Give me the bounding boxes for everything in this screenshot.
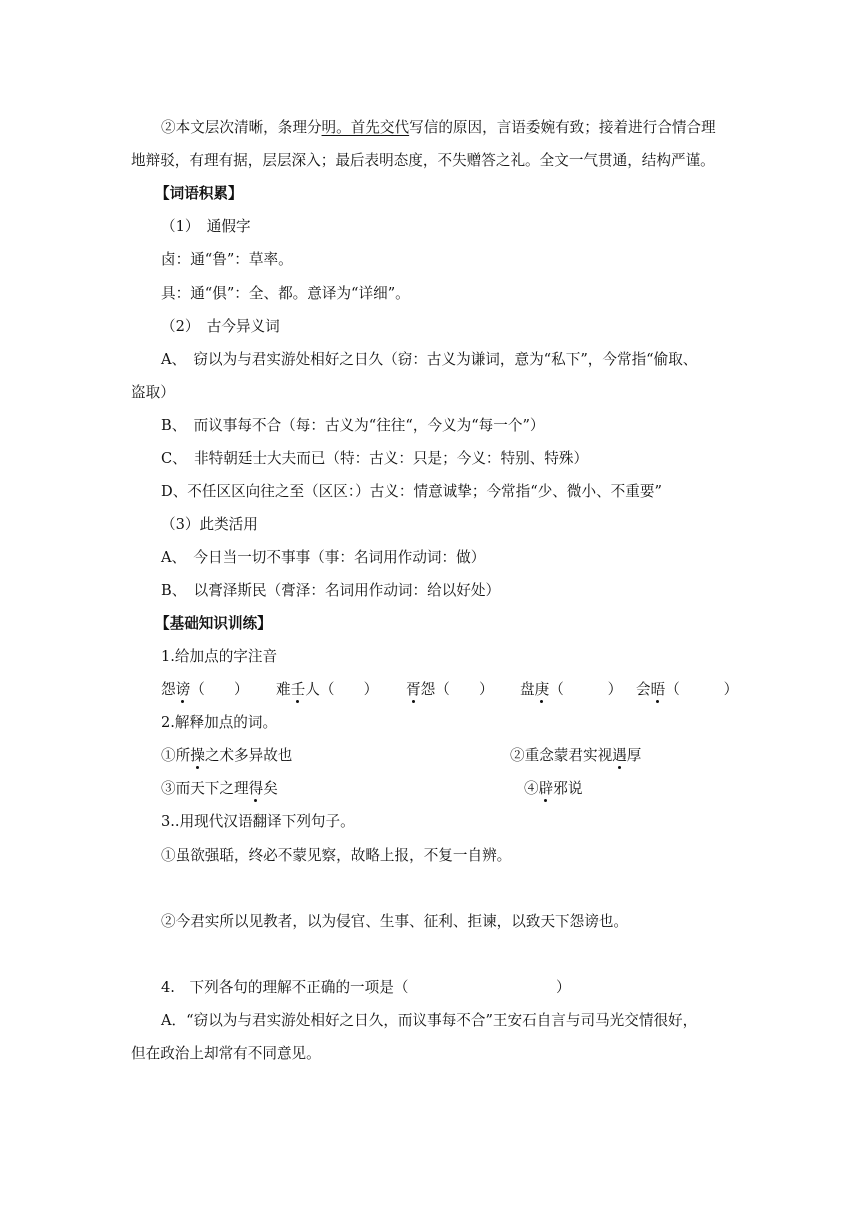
section-heading-training: 【基础知识训练】 xyxy=(155,615,272,632)
pinyin-item: 胥怨（ ） xyxy=(406,681,494,698)
list-item: B、 而议事每不合（每：古义为“往往“，今义为“每一个”） xyxy=(161,417,545,434)
paragraph-line-1 xyxy=(161,118,716,138)
subheading-huoyong: （3）此类活用 xyxy=(161,516,258,533)
explain-item: ③而天下之理得矣 xyxy=(161,780,278,797)
paragraph-text: ②本文层次清晰，条理分 xyxy=(161,119,322,136)
question-2-title: 2.解释加点的词。 xyxy=(161,714,278,731)
list-item: C、 非特朝廷士大夫而已（特：古义：只是；今义：特别、特殊） xyxy=(161,450,589,467)
list-item: D、不任区区向往之至（区区：）古义：情意诚挚；今常指“少、微小、不重要” xyxy=(161,483,662,500)
pinyin-item: 会晤（ ） xyxy=(636,681,739,698)
dotted-char: 壬 xyxy=(290,681,306,698)
translate-item: ②今君实所以见教者，以为侵官、生事、征利、拒谏，以致天下怨谤也。 xyxy=(161,913,629,930)
question-4-bracket: ） xyxy=(556,979,571,996)
dotted-char: 辟 xyxy=(538,780,554,797)
pinyin-item: 难壬人（ ） xyxy=(276,681,379,698)
question-4-title: 4. 下列各句的理解不正确的一项是（ xyxy=(161,979,409,996)
list-item: 具：通“俱”：全、都。意译为“详细”。 xyxy=(161,285,410,302)
underlined-text: 明。首先交代 xyxy=(321,119,410,136)
question-1-title: 1.给加点的字注音 xyxy=(161,648,278,665)
dotted-char: 操 xyxy=(190,747,205,764)
subheading-tongjia: （1） 通假字 xyxy=(161,218,251,235)
list-item: A、 今日当一切不事事（事：名词用作动词：做） xyxy=(161,549,486,566)
question-3-title: 3..用现代汉语翻译下列句子。 xyxy=(161,813,355,830)
dotted-char: 遇 xyxy=(612,747,627,764)
option-a-line-2: 但在政治上却常有不同意见。 xyxy=(131,1045,321,1062)
paragraph-line-2: 地辩驳，有理有据，层层深入；最后表明态度，不失赠答之礼。全文一气贯通，结构严谨。 xyxy=(131,152,715,169)
dotted-char: 庚 xyxy=(534,681,550,698)
explain-item: ①所操之术多异故也 xyxy=(161,747,293,764)
section-heading-vocab: 【词语积累】 xyxy=(155,185,243,202)
dotted-char: 谤 xyxy=(175,681,191,698)
subheading-gujin: （2） 古今异义词 xyxy=(161,318,280,335)
dotted-char: 得 xyxy=(248,780,264,797)
list-item-continuation: 盗取） xyxy=(131,384,175,401)
dotted-char: 胥 xyxy=(406,681,421,698)
list-item: B、 以膏泽斯民（膏泽：名词用作动词：给以好处） xyxy=(161,582,501,599)
paragraph-text: 写信的原因，言语委婉有致；接着进行合情合理 xyxy=(409,119,716,136)
list-item: A、 窃以为与君实游处相好之日久（窃：古义为谦词，意为“私下”，今常指“偷取、 xyxy=(161,351,698,368)
option-a-line-1: A．“窃以为与君实游处相好之日久，而议事每不合”王安石自言与司马光交情很好， xyxy=(161,1012,698,1029)
pinyin-item: 盘庚（ ） xyxy=(520,681,623,698)
dotted-char: 晤 xyxy=(650,681,666,698)
list-item: 卤：通“鲁”：草率。 xyxy=(161,251,293,268)
explain-item: ②重念蒙君实视遇厚 xyxy=(510,747,642,764)
explain-item: ④辟邪说 xyxy=(524,780,583,797)
translate-item: ①虽欲强聒，终必不蒙见察，故略上报，不复一自辨。 xyxy=(161,847,512,864)
pinyin-item: 怨谤（ ） xyxy=(161,681,249,698)
